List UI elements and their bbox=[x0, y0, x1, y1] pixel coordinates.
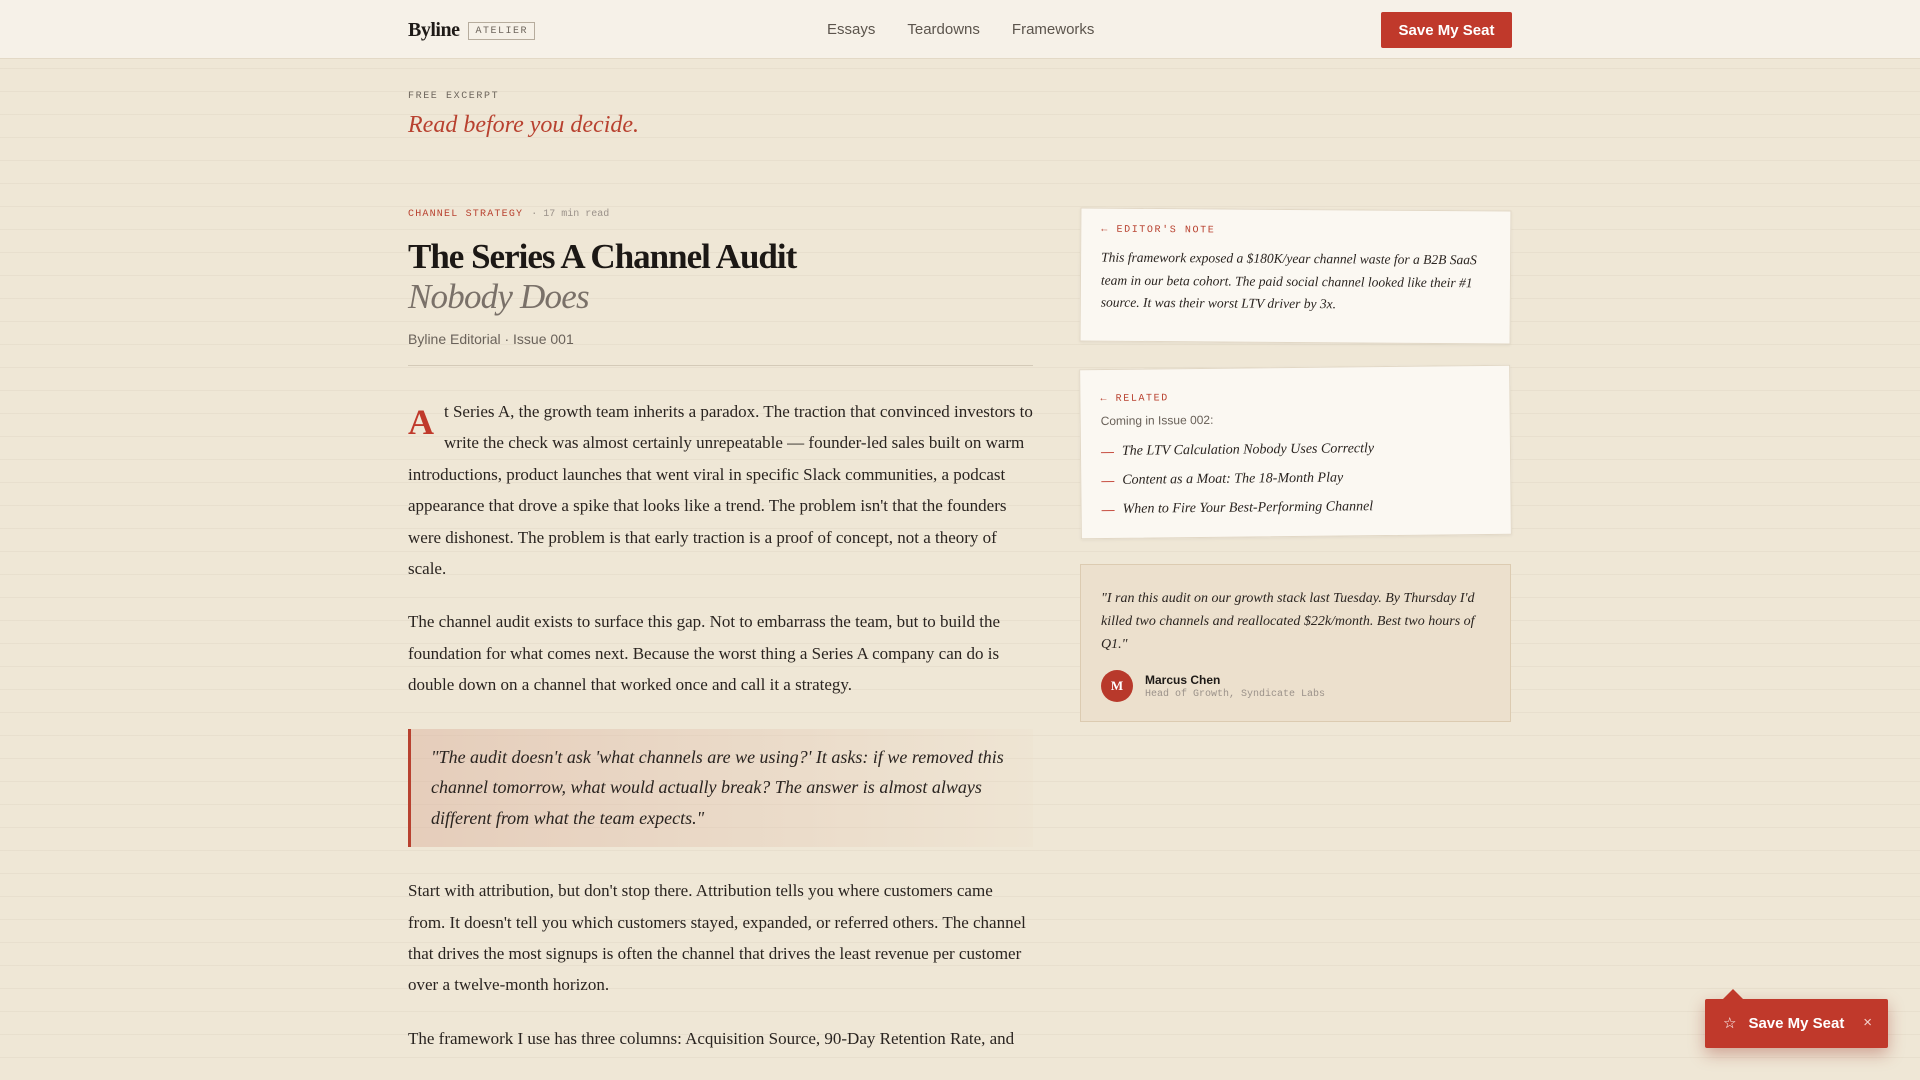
brand-badge: ATELIER bbox=[468, 22, 535, 40]
excerpt-label: FREE EXCERPT bbox=[408, 91, 500, 102]
related-item-title: When to Fire Your Best-Performing Channel bbox=[1122, 498, 1374, 517]
editors-note-text: This framework exposed a $180K/year channel waste for a B2B SaaS team in our beta cohort. The paid social channel looked like their #1 source. It was their worst LTV driver by 3x. bbox=[1100, 249, 1477, 312]
article-subtitle: Nobody Does bbox=[408, 277, 589, 316]
close-icon[interactable]: × bbox=[1863, 1014, 1872, 1031]
nav-link-frameworks[interactable]: Frameworks bbox=[1011, 21, 1095, 38]
paragraph-1-text: t Series A, the growth team inherits a paradox. The traction that convinced investors to write the check was almost certainly unrepeatable — founder-led sales built on warm introductions, product launches that went viral in specific Slack communities, a podcast appearance that drove a spike that looks like a trend. The problem isn't that the founders were dishonest. The problem is that early traction is a proof of concept, not a theory of scale. bbox=[408, 402, 1033, 579]
related-label: ← RELATED bbox=[1100, 393, 1169, 406]
divider bbox=[408, 365, 1033, 366]
paragraph-3: Start with attribution, but don't stop there. Attribution tells you where customers came from. It doesn't tell you which customers stayed, expanded, or referred others. The channel that drives the most signups is often the channel that drives the least revenue per customer over a twelve-month horizon. bbox=[408, 881, 1026, 995]
avatar: M bbox=[1101, 670, 1133, 702]
testimonial-card bbox=[1080, 564, 1511, 722]
byline: Byline Editorial · Issue 001 bbox=[408, 331, 574, 347]
drop-cap: A bbox=[408, 402, 434, 442]
excerpt-title: Read before you decide. bbox=[408, 112, 640, 138]
nav-link-essays[interactable]: Essays bbox=[827, 21, 876, 38]
related-item-title: The LTV Calculation Nobody Uses Correctly bbox=[1121, 440, 1375, 459]
dash-icon: — bbox=[1101, 472, 1115, 489]
related-item[interactable] bbox=[1101, 433, 1490, 466]
testimonial-quote: "I ran this audit on our growth stack last Tuesday. By Thursday I'd killed two channels and reallocated $22k/month. Best two hours of Q1." bbox=[1101, 591, 1475, 652]
paragraph-4: The framework I use has three columns: Acquisition Source, 90-Day Retention Rate, and bbox=[408, 1028, 1015, 1048]
testimonial-author bbox=[1101, 670, 1490, 702]
star-icon: ☆ bbox=[1723, 1016, 1737, 1032]
floating-save-seat-button[interactable] bbox=[1705, 999, 1888, 1048]
related-item-title: Content as a Moat: The 18-Month Play bbox=[1122, 470, 1344, 488]
nav-link-teardowns[interactable]: Teardowns bbox=[907, 21, 980, 38]
pull-quote: "The audit doesn't ask 'what channels are we using?' It asks: if we removed this channel tomorrow, what would actually break? The answer is almost always different from what the team expects." bbox=[408, 729, 1033, 848]
floating-cta-label: Save My Seat bbox=[1748, 1015, 1845, 1032]
dash-icon: — bbox=[1100, 443, 1115, 460]
brand-name: Byline bbox=[408, 19, 460, 41]
related-card bbox=[1079, 365, 1512, 540]
save-my-seat-button[interactable]: Save My Seat bbox=[1381, 12, 1512, 48]
article-meta bbox=[408, 205, 1033, 223]
author-role: Head of Growth, Syndicate Labs bbox=[1145, 688, 1326, 700]
related-item[interactable] bbox=[1101, 491, 1490, 524]
read-time: · 17 min read bbox=[531, 208, 610, 220]
top-navigation-bar bbox=[0, 0, 1920, 59]
brand[interactable] bbox=[408, 19, 535, 42]
author-name: Marcus Chen bbox=[1145, 672, 1221, 687]
related-item[interactable] bbox=[1101, 462, 1490, 495]
main-nav bbox=[827, 21, 1094, 38]
paragraph-2: The channel audit exists to surface this gap. Not to embarrass the team, but to build the foundation for what comes next. Because the worst thing a Series A company can do is double down on a channel that worked once and call it a strategy. bbox=[408, 612, 1001, 695]
editors-note-label: ← EDITOR'S NOTE bbox=[1101, 224, 1216, 237]
article-title: The Series A Channel Audit bbox=[408, 237, 797, 276]
editors-note-card bbox=[1080, 207, 1512, 344]
related-list bbox=[1101, 433, 1491, 524]
dash-icon: — bbox=[1101, 501, 1115, 518]
coming-label: Coming in Issue 002: bbox=[1100, 412, 1214, 429]
paragraph-1 bbox=[408, 396, 1033, 584]
author-info bbox=[1145, 673, 1325, 700]
article bbox=[408, 205, 1033, 1054]
category-tag[interactable]: CHANNEL STRATEGY bbox=[408, 208, 524, 220]
